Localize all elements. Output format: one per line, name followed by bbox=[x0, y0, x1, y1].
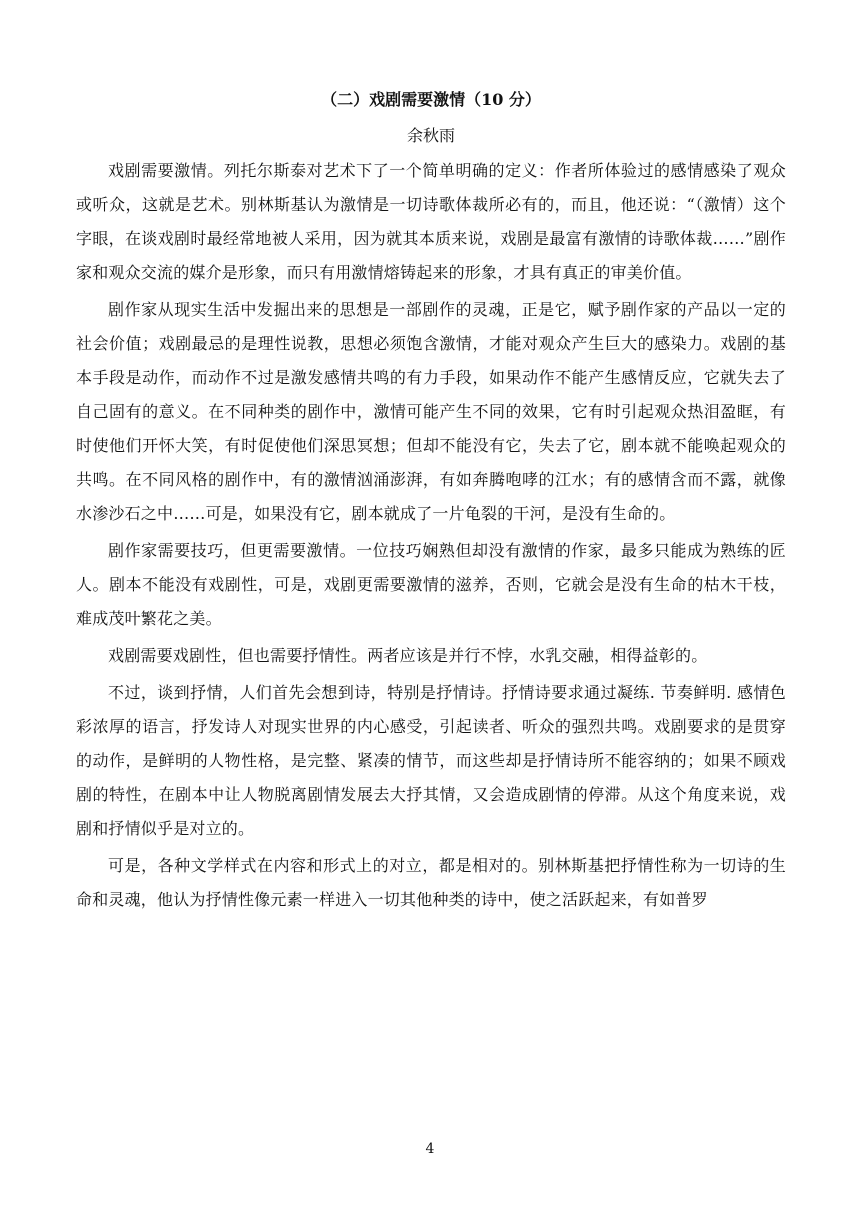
paragraph-4: 戏剧需要戏剧性，但也需要抒情性。两者应该是并行不悖，水乳交融，相得益彰的。 bbox=[108, 646, 708, 665]
paragraph-1: 戏剧需要激情。列托尔斯泰对艺术下了一个简单明确的定义：作者所体验过的感情感染了观众或听众，这就是艺术。别林斯基认为激情是一切诗歌体裁所必有的，而且，他还说：“（激情）这个字眼，在谈戏剧时最经常地被人采用，因为就其本质来说，戏剧是最富有激情的诗歌体裁……”剧作家和观众交流的媒介是形象，而只有用激情熔铸起来的形象，才具有真正的审美价值。 bbox=[76, 161, 786, 282]
paragraph-2: 剧作家从现实生活中发掘出来的思想是一部剧作的灵魂，正是它，赋予剧作家的产品以一定的社会价值；戏剧最忌的是理性说教，思想必须饱含激情，才能对观众产生巨大的感染力。戏剧的基本手段是动作，而动作不过是激发感情共鸣的有力手段，如果动作不能产生感情反应，它就失去了自己固有的意义。在不同种类的剧作中，激情可能产生不同的效果，它有时引起观众热泪盈眶，有时使他们开怀大笑，有时促使他们深思冥想；但却不能没有它，失去了它，剧本就不能唤起观众的共鸣。在不同风格的剧作中，有的激情汹涌澎湃，有如奔腾咆哮的江水；有的感情含而不露，就像水渗沙石之中……可是，如果没有它，剧本就成了一片龟裂的干河，是没有生命的。 bbox=[76, 300, 786, 523]
article-title: （二）戏剧需要激情（10 分） bbox=[321, 90, 541, 109]
paragraph-6: 可是，各种文学样式在内容和形式上的对立，都是相对的。别林斯基把抒情性称为一切诗的生命和灵魂，他认为抒情性像元素一样进入一切其他种类的诗中，使之活跃起来，有如普罗 bbox=[76, 856, 786, 909]
article-body bbox=[76, 90, 786, 917]
page-number: 4 bbox=[425, 1141, 435, 1157]
paragraph-5: 不过，谈到抒情，人们首先会想到诗，特别是抒情诗。抒情诗要求通过凝练. 节奏鲜明. 感情色彩浓厚的语言，抒发诗人对现实世界的内心感受，引起读者、听众的强烈共鸣。戏剧要求的是贯穿的动作，是鲜明的人物性格，是完整、紧凑的情节，而这些却是抒情诗所不能容纳的；如果不顾戏剧的特性，在剧本中让人物脱离剧情发展去大抒其情，又会造成剧情的停滞。从这个角度来说，戏剧和抒情似乎是对立的。 bbox=[76, 683, 786, 838]
paragraph-3: 剧作家需要技巧，但更需要激情。一位技巧娴熟但却没有激情的作家，最多只能成为熟练的匠人。剧本不能没有戏剧性，可是，戏剧更需要激情的滋养，否则，它就会是没有生命的枯木干枝，难成茂叶繁花之美。 bbox=[76, 541, 786, 628]
article-author: 余秋雨 bbox=[406, 126, 455, 145]
